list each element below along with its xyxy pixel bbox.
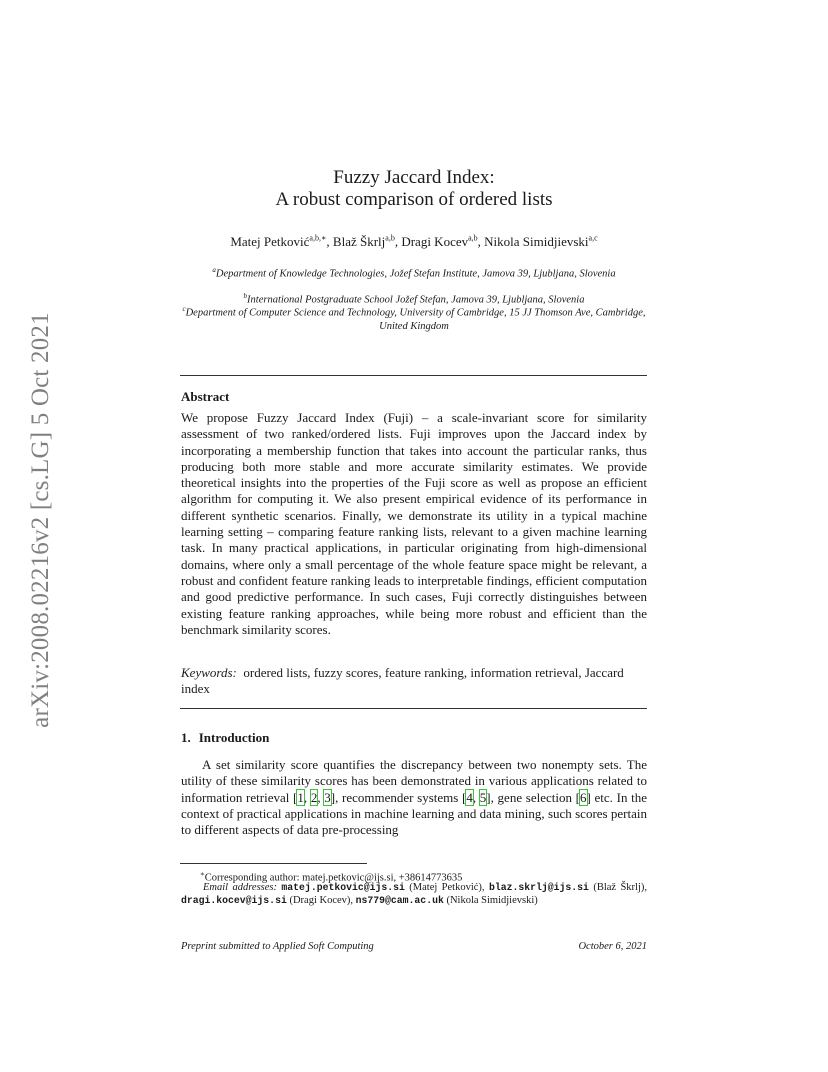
citation-link-1[interactable]: 1 — [297, 789, 304, 805]
citation-link-3[interactable]: 3 — [324, 789, 331, 805]
author-1: Matej Petković$^{a,b,∗}$, — [230, 234, 333, 250]
keywords-text: ordered lists, fuzzy scores, feature ranking, information retrieval, Jaccard index — [181, 665, 624, 697]
citation-link-5[interactable]: 5 — [479, 789, 487, 805]
author-list — [180, 234, 648, 250]
footnote-rule — [180, 863, 367, 864]
author-3: Dragi Kocev$^{a,b}$, — [401, 234, 485, 250]
preprint-note: Preprint submitted to Applied Soft Computing — [181, 941, 374, 952]
affiliation-b: $^b$International Postgraduate School Jožef Stefan, Jamova 39, Ljubljana, Slovenia — [243, 292, 585, 306]
author-4: Nikola Simidjievski$^{a,c}$ — [484, 234, 598, 250]
abstract-heading: Abstract — [181, 389, 230, 404]
citation-link-6[interactable]: 6 — [580, 789, 587, 805]
abstract-text: We propose Fuzzy Jaccard Index (Fuji) – a scale-invariant score for similarity assessment of two ranked/ordered lists. Fuji improves upon the Jaccard index by incorporating a membership function that takes into account the particular ranks, thus producing both more stable and more accurate similarity estimates. We provide theoretical insights into the properties of the Fuji score as well as propose an efficient algorithm for computing it. We also present empirical evidence of its performance in different synthetic scenarios. Finally, we demonstrate its utility in a typical machine learning setting – comparing feature ranking lists, relevant to a given machine learning task. In many practical applications, in particular originating from high-dimensional domains, where only a small percentage of the whole feature space might be relevant, a robust and confident feature ranking leads to interpretable findings, efficient computation and good predictive performance. In such cases, Fuji correctly distinguishes between existing feature ranking approaches, while being more robust and efficient than the benchmark similarity scores. — [181, 410, 647, 637]
footer-date: October 6, 2021 — [578, 941, 647, 952]
citation-link-2[interactable]: 2 — [310, 789, 318, 805]
arxiv-id: arXiv:2008.02216v2 [cs.LG] 5 Oct 2021 — [27, 312, 55, 728]
keywords-label: Keywords: — [181, 665, 237, 680]
abstract-bottom-rule — [180, 708, 647, 709]
paper-title-line1: Fuzzy Jaccard Index: — [333, 167, 495, 188]
email-link[interactable]: dragi.kocev@ijs.si — [181, 895, 287, 907]
section-heading-introduction: 1. Introduction — [181, 730, 270, 745]
email-link[interactable]: blaz.skrlj@ijs.si — [488, 882, 589, 893]
abstract-top-rule — [180, 375, 647, 376]
affiliation-a: $^a$Department of Knowledge Technologies, Jožef Stefan Institute, Jamova 39, Ljubljana, Slovenia — [212, 266, 616, 280]
keywords — [181, 665, 647, 698]
email-link[interactable]: matej.petkovic@ijs.si — [281, 882, 405, 893]
page-footer — [181, 941, 647, 952]
arxiv-sidebar-stamp — [18, 290, 64, 750]
introduction-paragraph: A set similarity score quantifies the discrepancy between two nonempty sets. The utility of these similarity scores has been demonstrated in various applications related to information retrieval [1, 2, 3], recommender systems [4, 5], gene selection [6] etc. In the context of practical applications in machine learning and data mining, such scores pertain to different aspects of data pre-processing — [181, 757, 648, 838]
paper-title-line2: A robust comparison of ordered lists — [275, 189, 553, 210]
email-addresses-footnote: Email addresses: matej.petkovic@ijs.si (Matej Petković), blaz.skrlj@ijs.si (Blaž Škrlj), dragi.kocev@ijs.si (Dragi Kocev), ns779@cam.ac.uk (Nikola Simidjievski) — [181, 882, 648, 907]
affiliation-c: $^c$Department of Computer Science and Technology, University of Cambridge, 15 JJ Thomson Ave, Cambridge, United Kingdom — [182, 305, 646, 332]
corresponding-author-footnote: ∗Corresponding author: matej.petkovic@ijs.si, +38614773635 — [200, 870, 463, 884]
author-2: Blaž Škrlj$^{a,b}$, — [332, 234, 402, 250]
citation-link-4[interactable]: 4 — [466, 789, 473, 805]
email-link[interactable]: ns779@cam.ac.uk — [355, 895, 444, 907]
